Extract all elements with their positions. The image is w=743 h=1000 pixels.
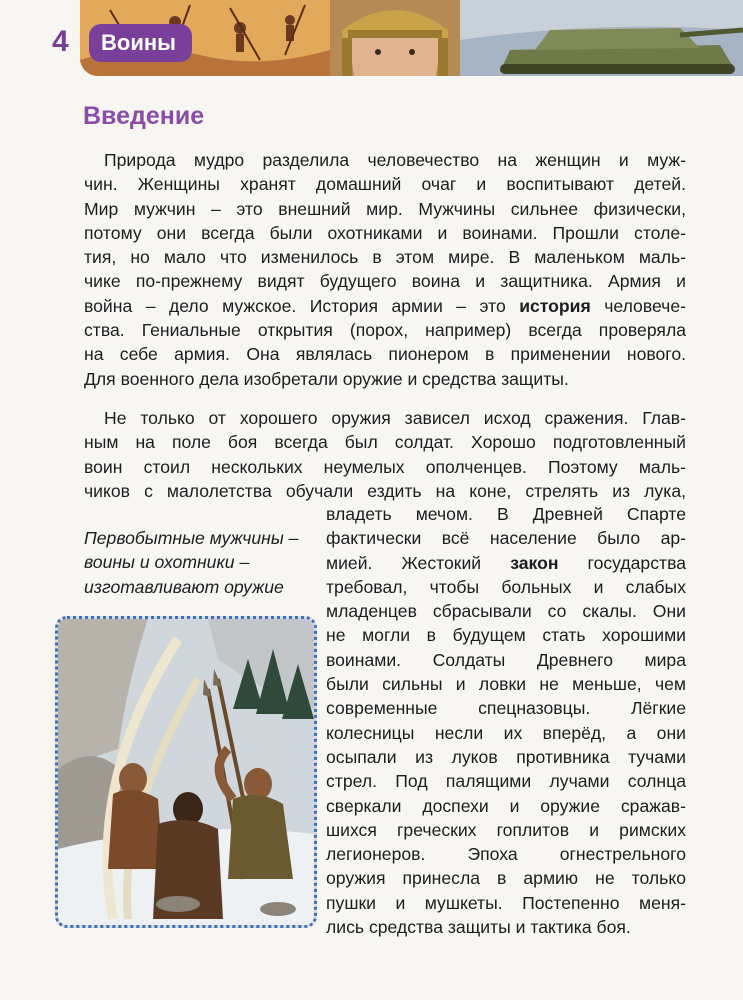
text-line: современные спецназовцы. Лёгкие: [326, 698, 686, 719]
text-run: война – дело мужское. История армии – это: [84, 295, 520, 316]
intro-paragraph: [84, 148, 686, 391]
image-caption: [84, 526, 324, 599]
second-paragraph-column: [326, 502, 686, 939]
text-line: фактически всё население было ар-: [326, 528, 686, 549]
text-line: Для военного дела изобретали оружие и средства защиты.: [84, 368, 569, 389]
text-line: Мир мужчин – это внешний мир. Мужчины сильнее физически,: [84, 198, 686, 219]
text-line: колесницы несли их вперёд, а они: [326, 722, 686, 743]
text-line: тия, но мало что изменилось в этом мире. В маленьком маль-: [84, 247, 686, 268]
text-line: ным на поле боя всегда был солдат. Хорошо подготовленный: [84, 432, 686, 453]
section-tag: Воины: [89, 24, 192, 62]
text-line: [326, 551, 686, 575]
text-line: требовал, чтобы больных и слабых: [326, 576, 686, 597]
text-line: владеть мечом. В Древней Спарте: [326, 504, 686, 524]
text-line: чиков с малолетства обучали ездить на коне, стрелять из лука,: [84, 480, 686, 501]
text-line: воин стоил нескольких неумелых ополченцев. Поэтому маль-: [84, 456, 686, 477]
page-number: 4: [52, 25, 69, 58]
text-run: мией. Жестокий: [326, 552, 511, 573]
text-line: лись средства защиты и тактика боя.: [326, 917, 631, 938]
text-line: воинами. Солдаты Древнего мира: [326, 649, 686, 670]
text-line: были сильны и ловки не меньше, чем: [326, 674, 686, 695]
primitive-men-illustration: [55, 616, 317, 928]
text-line: чике по-прежнему видят будущего воина и защитника. Армия и: [84, 271, 686, 292]
text-line: чин. Женщины хранят домашний очаг и воспитывают детей.: [84, 174, 686, 195]
text-line: ства. Гениальные открытия (порох, например) всегда проверяла: [84, 320, 686, 341]
text-line: не могли в будущем стать хорошими: [326, 625, 686, 646]
text-line: Не только от хорошего оружия зависел исход сражения. Глав-: [104, 408, 686, 428]
text-line: младенцев сбрасывали со скалы. Они: [326, 601, 686, 622]
text-line: потому они всегда были охотниками и воинами. Прошли столе-: [84, 222, 686, 243]
caption-line: Первобытные мужчины –: [84, 528, 299, 548]
text-line: Природа мудро разделила человечество на женщин и муж-: [104, 150, 686, 170]
text-line: стрел. Под палящими лучами солнца: [326, 771, 686, 792]
text-line: пушки и мушкеты. Постепенно меня-: [326, 892, 686, 913]
bold-term: история: [519, 295, 591, 316]
text-run: государства: [558, 552, 687, 573]
text-line: на себе армия. Она являлась пионером в применении нового.: [84, 344, 686, 365]
text-line: оружия принесла в армию не только: [326, 868, 686, 889]
text-line: шихся греческих гоплитов и римских: [326, 819, 686, 840]
illustration-art: [58, 619, 314, 925]
caption-line: изготавливают оружие: [84, 576, 284, 597]
text-line: [84, 294, 686, 318]
text-line: сверкали доспехи и оружие сражав-: [326, 795, 686, 816]
caption-line: воины и охотники –: [84, 552, 250, 573]
page-title: Введение: [83, 102, 205, 130]
second-paragraph: [84, 406, 686, 503]
bold-term: закон: [510, 552, 559, 573]
text-line: легионеров. Эпоха огнестрельного: [326, 844, 686, 865]
text-line: осыпали из луков противника тучами: [326, 746, 686, 767]
text-run: человече-: [590, 295, 686, 316]
